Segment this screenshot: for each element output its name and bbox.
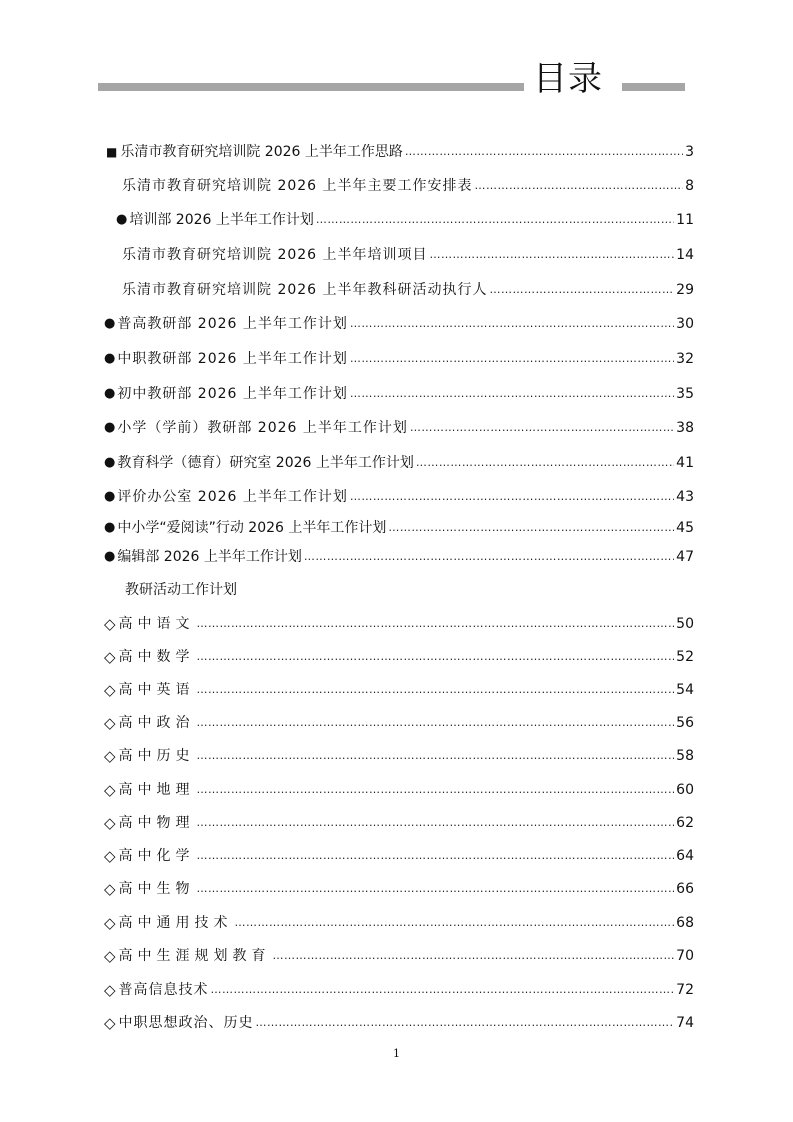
toc-entry-page: 52 (676, 649, 694, 665)
toc-entry-page: 60 (676, 782, 694, 798)
dot-leader (316, 208, 674, 232)
bullet-icon: ● (116, 212, 128, 227)
toc-entry-page: 14 (676, 247, 694, 263)
diamond-bullet-icon: ◇ (104, 615, 116, 633)
diamond-bullet-icon: ◇ (104, 648, 116, 666)
dot-leader (197, 744, 675, 768)
dot-leader (405, 140, 683, 164)
dot-leader (197, 678, 675, 702)
dot-leader (350, 347, 674, 371)
bullet-icon: ● (104, 351, 116, 366)
bullet-icon: ● (104, 455, 116, 470)
diamond-bullet-icon: ◇ (104, 947, 116, 965)
toc-entry[interactable] (116, 208, 694, 232)
diamond-bullet-icon: ◇ (104, 880, 116, 898)
toc-entry-label: 普高教研部 2026 上半年工作计划 (117, 316, 348, 332)
toc-entry-label: 培训部 2026 上半年工作计划 (129, 212, 314, 228)
toc-entry[interactable] (106, 140, 694, 164)
toc-entry-page: 58 (676, 748, 694, 764)
toc-entry[interactable] (104, 382, 694, 406)
toc-entry-page: 47 (676, 549, 694, 565)
toc-entry-label: 评价办公室 2026 上半年工作计划 (117, 489, 348, 505)
toc-entry-label: 教育科学（德育）研究室 2026 上半年工作计划 (117, 455, 414, 471)
toc-entry-page: 8 (685, 178, 694, 194)
toc-entry-page: 38 (676, 420, 694, 436)
toc-entry[interactable] (104, 844, 694, 868)
footer-page-number: 1 (393, 1047, 400, 1060)
toc-entry-label: 乐清市教育研究培训院 2026 上半年主要工作安排表 (122, 178, 473, 194)
dot-leader (410, 416, 674, 440)
toc-entry-label: 高中英语 (118, 682, 195, 698)
diamond-bullet-icon: ◇ (104, 781, 116, 799)
toc-entry[interactable] (104, 711, 694, 735)
toc-entry-page: 41 (676, 455, 694, 471)
dot-leader (416, 451, 674, 475)
toc-entry-label: 高中物理 (118, 815, 195, 831)
toc-entry-page: 66 (676, 881, 694, 897)
toc-entry-label: 小学（学前）教研部 2026 上半年工作计划 (117, 420, 408, 436)
diamond-bullet-icon: ◇ (104, 847, 116, 865)
dot-leader (197, 877, 675, 901)
toc-entry-page: 62 (676, 815, 694, 831)
toc-entry-label: 中小学“爱阅读”行动 2026 上半年工作计划 (117, 520, 387, 536)
dot-leader (197, 778, 675, 802)
toc-entry[interactable] (120, 243, 694, 267)
toc-entry-label: 初中教研部 2026 上半年工作计划 (117, 386, 348, 402)
toc-entry-page: 35 (676, 386, 694, 402)
page-title: 目录 (533, 59, 603, 99)
toc-entry[interactable] (104, 516, 694, 540)
toc-entry-page: 30 (676, 316, 694, 332)
toc-entry-page: 70 (676, 948, 694, 964)
toc-entry-label: 普高信息技术 (118, 982, 209, 998)
toc-entry-label: 高中历史 (118, 748, 195, 764)
toc-entry-label: 高中地理 (118, 782, 195, 798)
toc-entry[interactable] (104, 944, 694, 968)
toc-entry-label: 乐清市教育研究培训院 2026 上半年教科研活动执行人 (122, 282, 488, 298)
toc-entry-label: 中职教研部 2026 上半年工作计划 (117, 351, 348, 367)
dot-leader (350, 485, 674, 509)
dot-leader (304, 545, 674, 569)
toc-entry[interactable] (104, 877, 694, 901)
toc-entry-label: 高中生涯规划教育 (118, 948, 271, 964)
dot-leader (350, 312, 674, 336)
square-bullet-icon: ■ (106, 145, 118, 159)
bullet-icon: ● (104, 316, 116, 331)
bullet-icon: ● (104, 489, 116, 504)
dot-leader (197, 711, 675, 735)
dot-leader (211, 978, 675, 1002)
toc-entry[interactable] (104, 545, 694, 569)
toc-entry-page: 72 (676, 982, 694, 998)
toc-entry-page: 43 (676, 489, 694, 505)
toc-entry[interactable] (104, 347, 694, 371)
toc-entry-page: 54 (676, 682, 694, 698)
toc-entry-page: 11 (676, 212, 694, 228)
toc-entry[interactable] (104, 451, 694, 475)
dot-leader (430, 243, 675, 267)
toc-entry-label: 高中语文 (118, 616, 195, 632)
toc-entry-label: 乐清市教育研究培训院 2026 上半年工作思路 (120, 144, 403, 160)
toc-entry-label: 高中化学 (118, 848, 195, 864)
toc-entry[interactable] (104, 312, 694, 336)
section-heading: 教研活动工作计划 (125, 582, 237, 598)
bullet-icon: ● (104, 386, 116, 401)
toc-entry[interactable] (104, 744, 694, 768)
toc-entry-page: 3 (685, 144, 694, 160)
diamond-bullet-icon: ◇ (104, 814, 116, 832)
toc-entry[interactable] (104, 978, 694, 1002)
diamond-bullet-icon: ◇ (104, 681, 116, 699)
diamond-bullet-icon: ◇ (104, 981, 116, 999)
toc-entry[interactable] (104, 485, 694, 509)
dot-leader (197, 811, 675, 835)
dot-leader (256, 1011, 675, 1035)
toc-entry-page: 32 (676, 351, 694, 367)
toc-entry-label: 高中通用技术 (118, 915, 233, 931)
bullet-icon: ● (104, 549, 116, 564)
toc-entry[interactable] (120, 174, 694, 198)
dot-leader (197, 645, 675, 669)
toc-entry[interactable] (104, 678, 694, 702)
toc-entry-page: 29 (676, 282, 694, 298)
diamond-bullet-icon: ◇ (104, 1014, 116, 1032)
toc-entry[interactable] (104, 612, 694, 636)
toc-entry[interactable] (104, 911, 694, 935)
toc-entry[interactable] (104, 1011, 694, 1035)
bullet-icon: ● (104, 520, 116, 535)
diamond-bullet-icon: ◇ (104, 747, 116, 765)
dot-leader (388, 516, 674, 540)
toc-entry-label: 编辑部 2026 上半年工作计划 (117, 549, 302, 565)
diamond-bullet-icon: ◇ (104, 914, 116, 932)
toc-entry-page: 56 (676, 715, 694, 731)
bullet-icon: ● (104, 420, 116, 435)
toc-entry-page: 50 (676, 616, 694, 632)
toc-entry-label: 乐清市教育研究培训院 2026 上半年培训项目 (122, 247, 428, 263)
toc-entry-page: 68 (676, 915, 694, 931)
toc-entry[interactable] (104, 416, 694, 440)
dot-leader (273, 944, 675, 968)
toc-entry-label: 高中生物 (118, 881, 195, 897)
toc-entry[interactable] (120, 278, 694, 302)
toc-entry[interactable] (104, 778, 694, 802)
dot-leader (197, 612, 675, 636)
dot-leader (475, 174, 684, 198)
toc-entry-page: 64 (676, 848, 694, 864)
dot-leader (197, 844, 675, 868)
toc-entry-label: 中职思想政治、历史 (118, 1015, 254, 1031)
toc-entry[interactable] (104, 645, 694, 669)
dot-leader (350, 382, 674, 406)
toc-entry-label: 高中数学 (118, 649, 195, 665)
dot-leader (235, 911, 675, 935)
toc-entry-label: 高中政治 (118, 715, 195, 731)
toc-entry-page: 74 (676, 1015, 694, 1031)
dot-leader (490, 278, 675, 302)
diamond-bullet-icon: ◇ (104, 714, 116, 732)
toc-entry[interactable] (104, 811, 694, 835)
toc-entry-page: 45 (676, 520, 694, 536)
